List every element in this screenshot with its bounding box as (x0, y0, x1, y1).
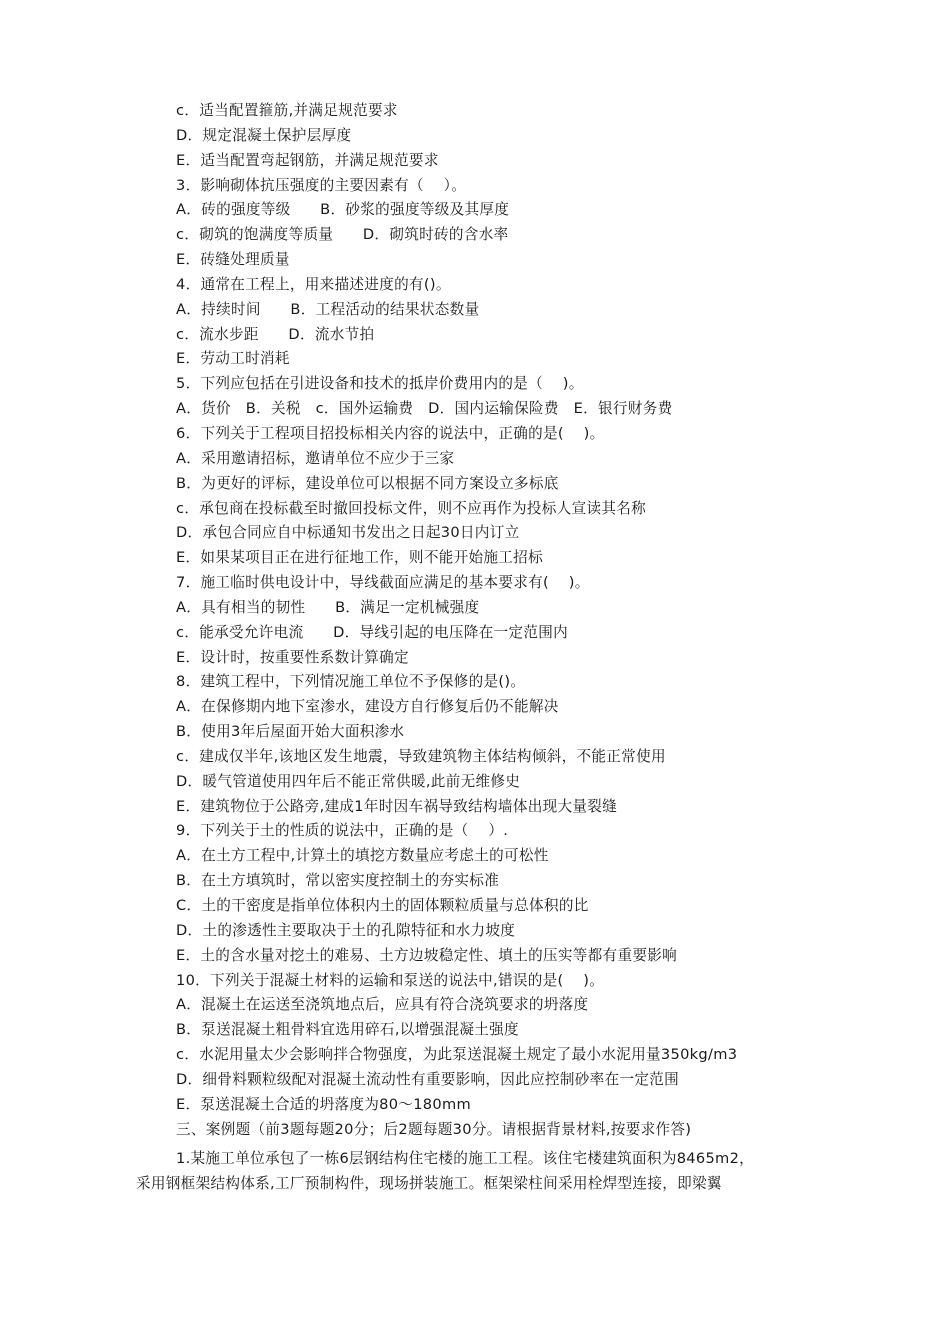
case-study-paragraph (136, 1147, 816, 1197)
question-stem: 7．施工临时供电设计中，导线截面应满足的基本要求有( )。 (176, 574, 590, 592)
text-line: E．如果某项目正在进行征地工作，则不能开始施工招标 (176, 549, 543, 567)
text-line: A．货价 B．关税 c．国外运输费 D．国内运输保险费 E．银行财务费 (176, 400, 673, 418)
case-line: 1.某施工单位承包了一栋6层钢结构住宅楼的施工工程。该住宅楼建筑面积为8465m2， (176, 1150, 755, 1167)
text-line: E．适当配置弯起钢筋，并满足规范要求 (176, 151, 439, 169)
text-line: C．土的干密度是指单位体积内土的固体颗粒质量与总体积的比 (176, 897, 589, 914)
question-stem: 8．建筑工程中，下列情况施工单位不予保修的是()。 (176, 673, 526, 691)
text-line: D．土的渗透性主要取决于土的孔隙特征和水力坡度 (176, 921, 516, 939)
text-line: c．建成仅半年,该地区发生地震，导致建筑物主体结构倾斜，不能正常使用 (176, 747, 666, 765)
text-line: B．使用3年后屋面开始大面积渗水 (176, 723, 405, 741)
text-line: D．规定混凝土保护层厚度 (176, 126, 352, 144)
text-line: c．流水步距 D．流水节拍 (176, 325, 375, 343)
text-line: E．劳动工时消耗 (176, 350, 290, 368)
text-line: c．水泥用量太少会影响拌合物强度，为此泵送混凝土规定了最小水泥用量350kg/m3 (176, 1046, 738, 1064)
text-line: A．砖的强度等级 B．砂浆的强度等级及其厚度 (176, 201, 510, 219)
text-line: A．混凝土在运送至浇筑地点后，应具有符合浇筑要求的坍落度 (176, 996, 589, 1014)
text-line: A．在土方工程中,计算土的填挖方数量应考虑土的可松性 (176, 847, 549, 865)
text-line: E．泵送混凝土合适的坍落度为80～180mm (176, 1095, 471, 1113)
question-stem: 4．通常在工程上，用来描述进度的有()。 (176, 275, 451, 293)
text-line: c．适当配置箍筋,并满足规范要求 (176, 102, 398, 119)
question-stem: 5．下列应包括在引进设备和技术的抵岸价费用内的是（ )。 (176, 375, 584, 393)
question-stem: 6．下列关于工程项目招投标相关内容的说法中，正确的是( )。 (176, 424, 605, 442)
text-line: E．设计时，按重要性系数计算确定 (176, 648, 409, 666)
question-stem: 3．影响砌体抗压强度的主要因素有（ ）。 (176, 176, 467, 194)
text-line: B．为更好的评标，建设单位可以根据不同方案设立多标底 (176, 474, 559, 492)
text-line: c．砌筑的饱满度等质量 D．砌筑时砖的含水率 (176, 226, 509, 244)
text-line: D．承包合同应自中标通知书发出之日起30日内订立 (176, 524, 520, 542)
question-list (176, 99, 816, 1142)
text-line: A．具有相当的韧性 B．满足一定机械强度 (176, 598, 480, 616)
case-line: 采用钢框架结构体系,工厂预制构件，现场拼装施工。框架梁柱间采用栓焊型连接，即梁翼 (136, 1174, 722, 1192)
text-line: D．暖气管道使用四年后不能正常供暖,此前无维修史 (176, 772, 521, 790)
text-line: A．在保修期内地下室渗水，建设方自行修复后仍不能解决 (176, 698, 559, 716)
text-line: E．建筑物位于公路旁,建成1年时因车祸导致结构墙体出现大量裂缝 (176, 797, 618, 815)
text-line: E．土的含水量对挖土的难易、土方边坡稳定性、填土的压实等都有重要影响 (176, 946, 678, 964)
text-line: D．细骨料颗粒级配对混凝土流动性有重要影响，因此应控制砂率在一定范围 (176, 1070, 680, 1088)
text-line: E．砖缝处理质量 (176, 251, 290, 269)
text-line: A．持续时间 B．工程活动的结果状态数量 (176, 300, 480, 318)
question-stem: 10．下列关于混凝土材料的运输和泵送的说法中,错误的是( )。 (176, 971, 605, 989)
text-line: B．泵送混凝土粗骨料宜选用碎石,以增强混凝土强度 (176, 1021, 519, 1039)
text-line: B．在土方填筑时，常以密实度控制土的夯实标准 (176, 872, 500, 890)
text-line: A．采用邀请招标，邀请单位不应少于三家 (176, 449, 455, 467)
section-heading: 三、案例题（前3题每题20分；后2题每题30分。请根据背景材料,按要求作答) (176, 1120, 692, 1138)
text-line: c．承包商在投标截至时撤回投标文件，则不应再作为投标人宣读其名称 (176, 499, 647, 517)
question-stem: 9．下列关于土的性质的说法中，正确的是（ ）. (176, 822, 509, 840)
text-line: c．能承受允许电流 D．导线引起的电压降在一定范围内 (176, 623, 569, 641)
